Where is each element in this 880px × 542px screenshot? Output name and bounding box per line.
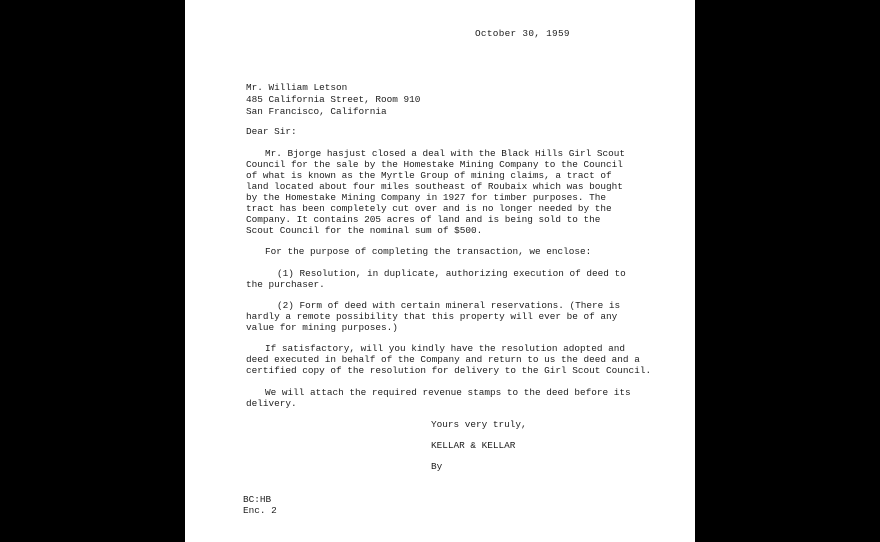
paragraph1-line: tract has been completely cut over and is no longer needed by the xyxy=(246,203,612,214)
paragraph4-line: We will attach the required revenue stamps to the deed before its xyxy=(265,387,631,398)
enclosure-item-2-line: hardly a remote possibility that this property will ever be of any xyxy=(246,311,618,322)
recipient-city: San Francisco, California xyxy=(246,106,387,117)
salutation: Dear Sir: xyxy=(246,126,297,137)
enclosure-item-1-line: the purchaser. xyxy=(246,279,325,290)
letter-date: October 30, 1959 xyxy=(475,28,570,39)
paragraph1-line: land located about four miles southeast of Roubaix which was bought xyxy=(246,181,623,192)
recipient-street: 485 California Street, Room 910 xyxy=(246,94,421,105)
paragraph1-line: Scout Council for the nominal sum of $500. xyxy=(246,225,483,236)
paragraph1-line: Mr. Bjorge hasjust closed a deal with the Black Hills Girl Scout xyxy=(265,148,626,159)
signature-by: By xyxy=(431,461,443,472)
paragraph3-line: deed executed in behalf of the Company and return to us the deed and a xyxy=(246,354,640,365)
paragraph1-line: of what is known as the Myrtle Group of mining claims, a tract of xyxy=(246,170,612,181)
letter-page xyxy=(185,0,695,542)
paragraph1-line: Company. It contains 205 acres of land and is being sold to the xyxy=(246,214,601,225)
signature-firm: KELLAR & KELLAR xyxy=(431,440,516,451)
initials: BC:HB xyxy=(243,494,272,505)
paragraph4-line: delivery. xyxy=(246,398,297,409)
paragraph1-line: by the Homestake Mining Company in 1927 for timber purposes. The xyxy=(246,192,607,203)
enclosure-item-1-line: (1) Resolution, in duplicate, authorizing execution of deed to xyxy=(277,268,626,279)
closing: Yours very truly, xyxy=(431,419,527,430)
paragraph3-line: certified copy of the resolution for delivery to the Girl Scout Council. xyxy=(246,365,652,376)
enclosures-count: Enc. 2 xyxy=(243,505,277,516)
enclosure-item-2-line: (2) Form of deed with certain mineral reservations. (There is xyxy=(277,300,621,311)
enclosure-item-2-line: value for mining purposes.) xyxy=(246,322,398,333)
recipient-name: Mr. William Letson xyxy=(246,82,348,93)
paragraph2: For the purpose of completing the transaction, we enclose: xyxy=(265,246,592,257)
paragraph3-line: If satisfactory, will you kindly have the resolution adopted and xyxy=(265,343,626,354)
paragraph1-line: Council for the sale by the Homestake Mining Company to the Council xyxy=(246,159,623,170)
